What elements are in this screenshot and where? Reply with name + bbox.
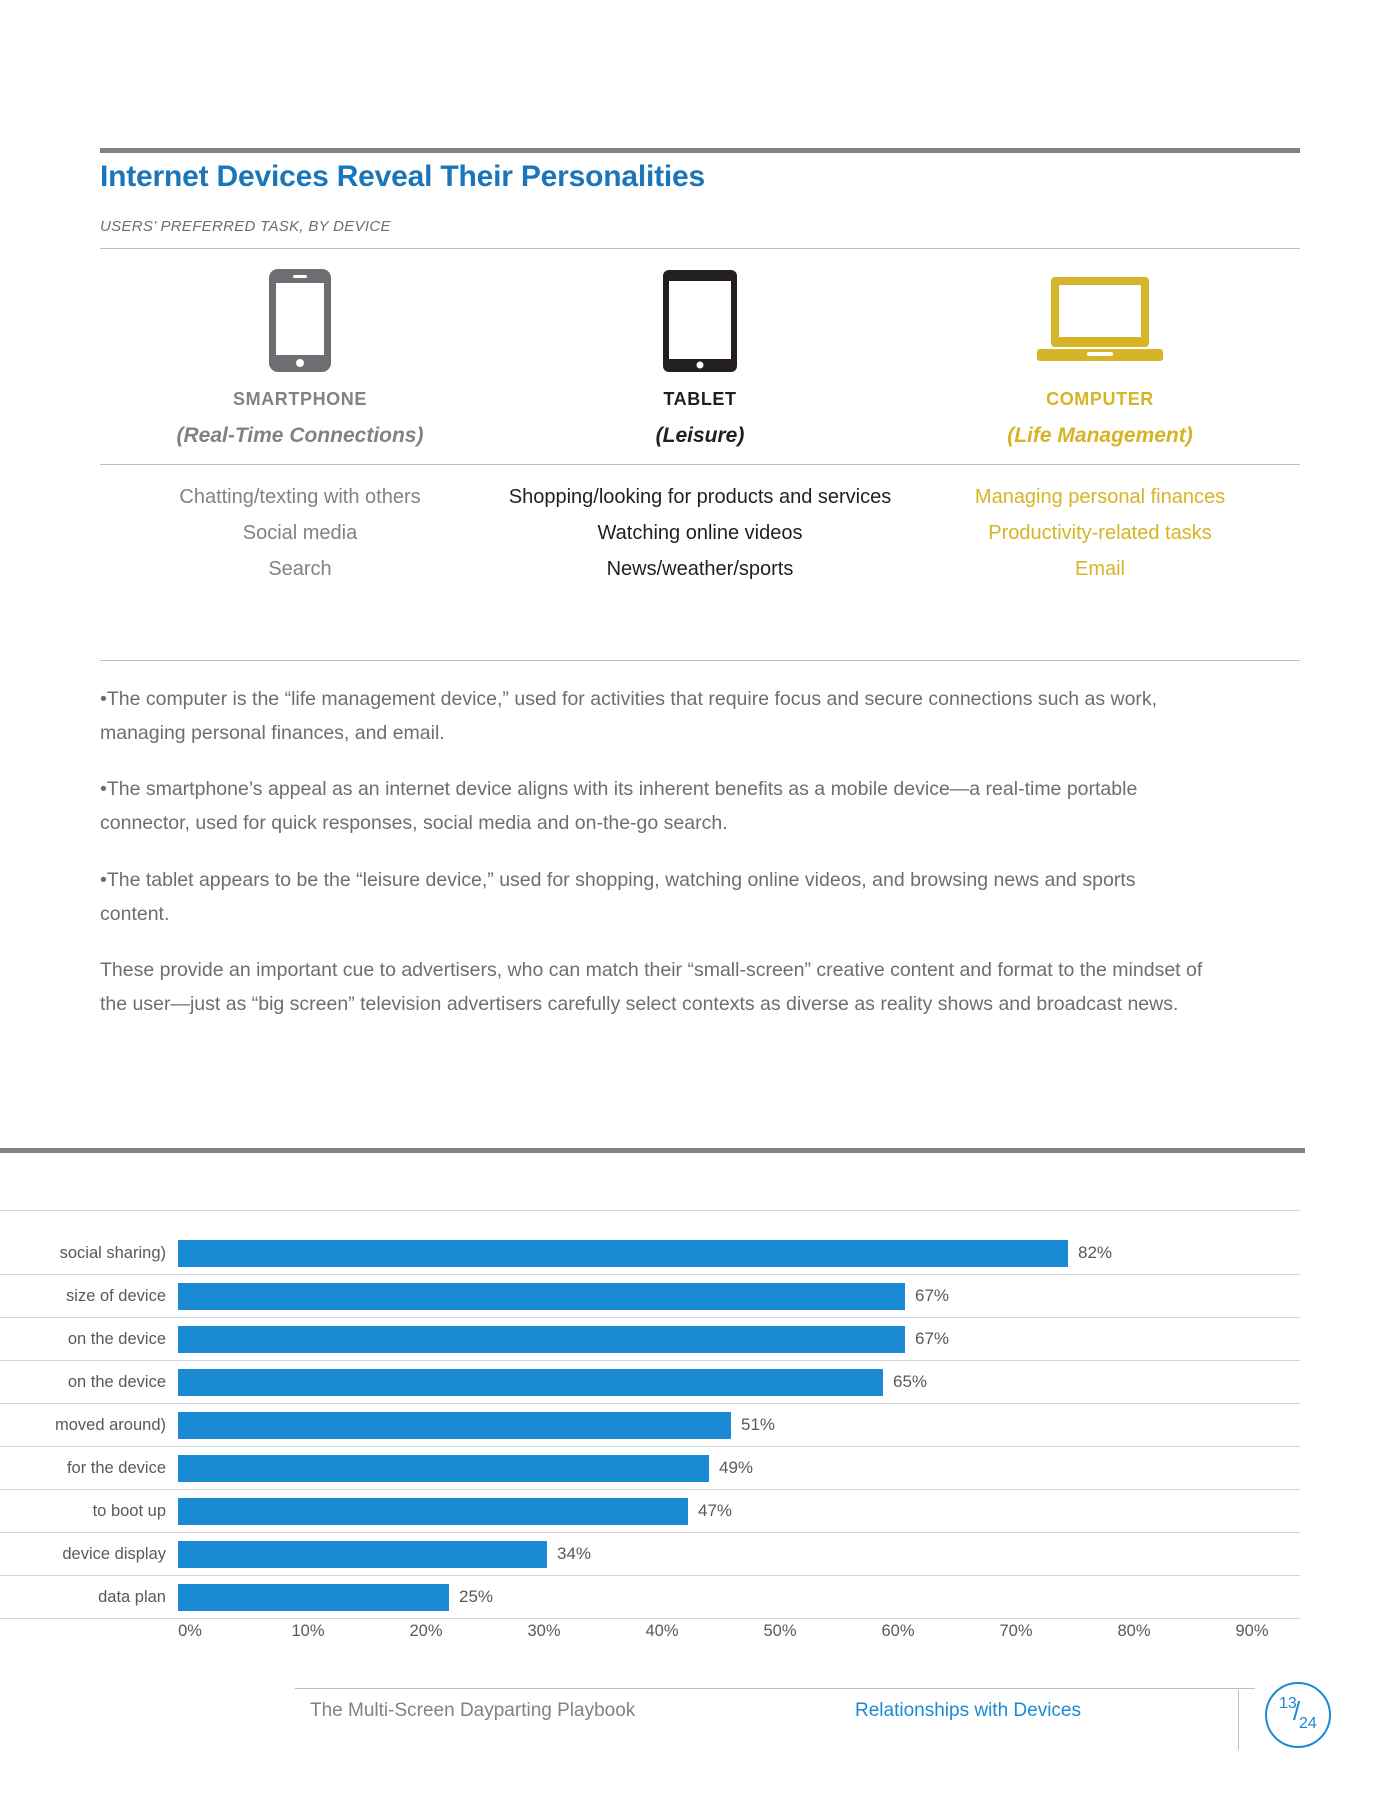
footer-divider <box>1238 1690 1239 1750</box>
x-tick-label: 10% <box>291 1622 325 1640</box>
chart-row <box>0 1490 1300 1533</box>
chart-bar <box>178 1369 883 1396</box>
chart-bar-value: 51% <box>741 1415 776 1434</box>
body-paragraph: These provide an important cue to advertisers, who can match their “small-screen” creative content and format to the mindset of the user—just as “big screen” television advertisers carefully select contexts as diverse as reality shows and broadcast news. <box>100 958 1203 1015</box>
chart-bar <box>178 1326 905 1353</box>
device-tagline: (Life Management) <box>1007 424 1193 447</box>
task-item: News/weather/sports <box>606 558 794 580</box>
task-item: Watching online videos <box>597 522 803 544</box>
chart-row <box>0 1275 1300 1318</box>
body-paragraph: •The computer is the “life management device,” used for activities that require focus and secure connections such as work, managing personal finances, and email. <box>100 688 1158 745</box>
chart-bar <box>178 1283 905 1310</box>
chart-row <box>0 1361 1300 1404</box>
chart-bar-value: 65% <box>893 1372 928 1391</box>
header-bottom-rule <box>100 248 1300 249</box>
device-name: SMARTPHONE <box>232 389 367 409</box>
page-number-badge <box>1265 1682 1331 1748</box>
x-tick-label: 40% <box>645 1622 679 1640</box>
chart-bar-area <box>178 1576 1300 1618</box>
chart-row-label: size of device <box>66 1286 166 1305</box>
device-task-list <box>501 479 899 587</box>
chart-bar <box>178 1240 1068 1267</box>
device-task-list <box>171 479 428 587</box>
chart-row-label: on the device <box>67 1372 166 1391</box>
column-divider <box>100 464 500 465</box>
column-divider <box>900 464 1300 465</box>
header-top-rule <box>100 148 1300 153</box>
task-item: Shopping/looking for products and services <box>508 486 892 508</box>
chart-rows <box>0 1232 1300 1619</box>
chart-row-label: device display <box>62 1544 166 1563</box>
page-subtitle: USERS’ PREFERRED TASK, BY DEVICE <box>100 218 391 235</box>
x-tick-label: 70% <box>999 1622 1033 1640</box>
chart-bar-area <box>178 1404 1300 1446</box>
chart-x-axis <box>178 1622 1269 1646</box>
chart-top-rule <box>0 1210 1300 1211</box>
chart-row-label: data plan <box>98 1587 166 1606</box>
current-page-number: 13 <box>1279 1695 1297 1712</box>
x-tick-label: 80% <box>1117 1622 1151 1640</box>
chart-bar <box>178 1455 709 1482</box>
page-slash: / <box>1293 1696 1301 1726</box>
chart-row <box>0 1447 1300 1490</box>
bar-chart <box>0 1210 1305 1640</box>
body-top-rule <box>100 660 1300 661</box>
x-tick-label: 60% <box>881 1622 915 1640</box>
x-tick-label: 20% <box>409 1622 443 1640</box>
total-page-number: 24 <box>1299 1715 1317 1732</box>
chart-bar-area <box>178 1361 1300 1403</box>
chart-row <box>0 1318 1300 1361</box>
chart-row-label: moved around) <box>55 1415 166 1434</box>
chart-bar <box>178 1412 731 1439</box>
device-column-computer <box>900 258 1300 648</box>
chart-bar-area <box>178 1275 1300 1317</box>
task-item: Social media <box>242 522 358 544</box>
body-paragraph: •The smartphone’s appeal as an internet device aligns with its inherent benefits as a mobile device—a real-time portable connector, used for quick responses, social media and on-the-go search. <box>100 778 1138 835</box>
chart-bar-value: 67% <box>915 1286 950 1305</box>
device-comparison <box>100 258 1300 648</box>
task-item: Productivity-related tasks <box>988 522 1212 544</box>
chart-bar-value: 34% <box>557 1544 592 1563</box>
chart-bar <box>178 1498 688 1525</box>
body-copy <box>100 682 1300 1043</box>
chart-bar-area <box>178 1232 1300 1274</box>
chart-row-label: on the device <box>67 1329 166 1348</box>
chart-bar-value: 82% <box>1078 1243 1113 1262</box>
device-tagline: (Leisure) <box>655 424 745 447</box>
column-divider <box>500 464 900 465</box>
chart-row-label: social sharing) <box>59 1243 166 1262</box>
chart-bar-value: 49% <box>719 1458 754 1477</box>
chart-row <box>0 1232 1300 1275</box>
laptop-icon <box>1035 258 1165 383</box>
chart-bar-value: 67% <box>915 1329 950 1348</box>
task-item: Email <box>1074 558 1125 580</box>
chart-bar <box>178 1541 547 1568</box>
chart-row-label: to boot up <box>92 1501 166 1520</box>
chart-bar-area <box>178 1490 1300 1532</box>
chart-bar-area <box>178 1318 1300 1360</box>
chart-row <box>0 1404 1300 1447</box>
section-divider-rule <box>0 1148 1305 1153</box>
chart-bar-area <box>178 1447 1300 1489</box>
x-tick-label: 90% <box>1235 1622 1269 1640</box>
device-name: TABLET <box>663 389 737 409</box>
device-task-list <box>967 479 1233 587</box>
device-tagline: (Real-Time Connections) <box>176 424 424 447</box>
footer-rule <box>295 1688 1255 1689</box>
body-paragraph: •The tablet appears to be the “leisure device,” used for shopping, watching online videos, and browsing news and sports content. <box>100 868 1136 925</box>
task-item: Chatting/texting with others <box>179 486 421 508</box>
chart-row <box>0 1576 1300 1619</box>
chart-bar-value: 47% <box>698 1501 733 1520</box>
chart-bar <box>178 1584 449 1611</box>
page-title: Internet Devices Reveal Their Personalities <box>100 160 706 193</box>
task-item: Search <box>268 558 332 580</box>
x-tick-label: 30% <box>527 1622 561 1640</box>
chart-bar-value: 25% <box>459 1587 494 1606</box>
chart-bar-area <box>178 1533 1300 1575</box>
x-tick-label: 0% <box>178 1622 202 1640</box>
x-tick-label: 50% <box>763 1622 797 1640</box>
chart-row-label: for the device <box>66 1458 166 1477</box>
device-name: COMPUTER <box>1046 389 1154 409</box>
chart-row <box>0 1533 1300 1576</box>
device-column-smartphone <box>100 258 500 648</box>
footer-document-title: The Multi-Screen Dayparting Playbook <box>310 1700 636 1721</box>
footer-section-title: Relationships with Devices <box>855 1700 1081 1721</box>
task-item: Managing personal finances <box>974 486 1226 508</box>
tablet-icon <box>662 258 738 383</box>
smartphone-icon <box>268 258 332 383</box>
device-column-tablet <box>500 258 900 648</box>
